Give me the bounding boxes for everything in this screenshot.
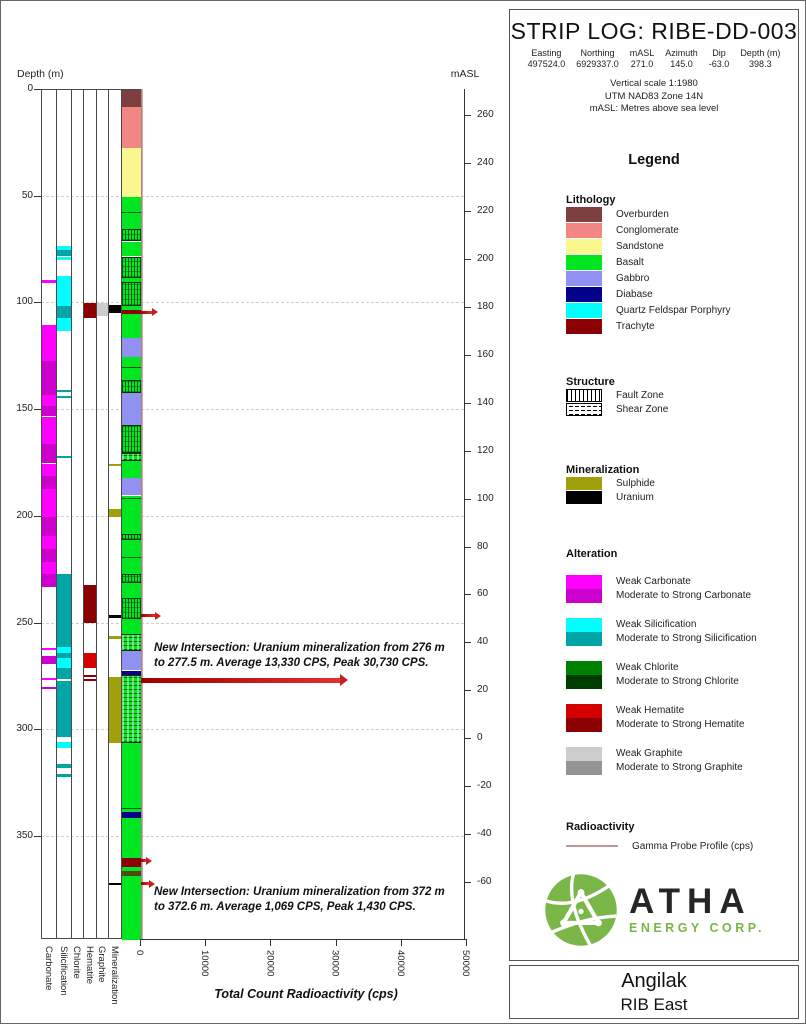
legend-item-label: Trachyte bbox=[616, 320, 655, 332]
masl-tick-label: -40 bbox=[477, 827, 492, 839]
depth-tick bbox=[34, 836, 41, 837]
diabase-swatch bbox=[566, 287, 602, 302]
x-tick bbox=[401, 939, 402, 946]
masl-tick-label: 240 bbox=[477, 157, 494, 169]
lith-interval-basalt bbox=[122, 583, 141, 598]
legend-item-label: Sulphide bbox=[616, 477, 655, 489]
hematite-interval-strong bbox=[84, 303, 96, 318]
lith-interval-gabbro bbox=[122, 393, 141, 425]
carbonate-interval-strong bbox=[42, 517, 56, 536]
lith-interval-basalt bbox=[122, 357, 141, 381]
alteration-labels bbox=[616, 704, 744, 732]
track-mineralization bbox=[108, 89, 122, 939]
lith-interval-basalt bbox=[122, 197, 141, 229]
x-tick-label: 50000 bbox=[460, 950, 471, 977]
legend-item-basalt bbox=[566, 255, 790, 270]
depth-tick-label: 50 bbox=[21, 189, 33, 201]
lith-interval-basalt bbox=[122, 380, 141, 393]
masl-tick bbox=[464, 115, 471, 116]
legend-item-label: Overburden bbox=[616, 208, 669, 220]
lith-interval-basalt bbox=[122, 496, 141, 534]
mineralization-interval-uranium bbox=[109, 615, 121, 618]
silicification-interval-strong bbox=[57, 668, 71, 679]
track-label-chlorite: Chlorite bbox=[71, 946, 82, 979]
legend-item-label: Gamma Probe Profile (cps) bbox=[632, 840, 754, 852]
legend-item-quartz-feldspar-porphyry bbox=[566, 303, 790, 318]
masl-tick-label: 160 bbox=[477, 348, 494, 360]
legend-mineralization bbox=[510, 464, 798, 504]
carbonate-interval-strong bbox=[42, 406, 56, 417]
collar-fields bbox=[510, 48, 798, 69]
mineralization-interval-sulphide bbox=[109, 677, 121, 743]
depth-tick-label: 350 bbox=[16, 829, 33, 841]
depth-tick-label: 150 bbox=[16, 403, 33, 415]
masl-tick-label: 120 bbox=[477, 444, 494, 456]
depth-tick bbox=[34, 89, 41, 90]
strong-label: Moderate to Strong Chlorite bbox=[616, 675, 739, 687]
legend-radioactivity-heading: Radioactivity bbox=[566, 820, 635, 833]
collar-field-masl: mASL 271.0 bbox=[629, 48, 655, 69]
lith-interval-gabbro bbox=[122, 651, 141, 670]
silicification-interval-strong bbox=[57, 390, 71, 392]
lith-interval-overburden bbox=[122, 90, 141, 107]
masl-tick bbox=[464, 403, 471, 404]
gamma-line-swatch bbox=[566, 845, 618, 847]
mineralization-interval-sulphide bbox=[109, 636, 121, 639]
depth-tick-label: 250 bbox=[16, 616, 33, 628]
legend-item-label: Sandstone bbox=[616, 240, 664, 252]
gamma-spike-tip bbox=[146, 857, 152, 865]
silicification-interval-weak bbox=[57, 276, 71, 306]
lith-thin-line bbox=[122, 212, 141, 213]
masl-tick bbox=[464, 259, 471, 260]
intersection-annotation-1: New Intersection: Uranium mineralization from 276 m to 277.5 m. Average 13,330 CPS, Peak 30,730 CPS. bbox=[154, 642, 445, 669]
masl-axis-line bbox=[464, 89, 465, 939]
legend-item-label: Shear Zone bbox=[616, 403, 669, 415]
carbonate-interval-weak bbox=[42, 325, 56, 361]
lith-interval-basalt bbox=[122, 282, 141, 306]
masl-tick-label: 40 bbox=[477, 636, 489, 648]
masl-tick-label: 200 bbox=[477, 253, 494, 265]
legend-item-label: Basalt bbox=[616, 256, 644, 268]
masl-tick bbox=[464, 786, 471, 787]
gamma-spike-tip bbox=[155, 612, 161, 620]
fault-zone-swatch bbox=[566, 389, 602, 402]
carbonate-interval-strong bbox=[42, 549, 56, 562]
overburden-swatch bbox=[566, 207, 602, 222]
collar-field-depthm: Depth (m) 398.3 bbox=[740, 48, 781, 69]
atha-logo bbox=[510, 872, 798, 948]
hematite-interval-strong bbox=[84, 585, 96, 623]
collar-field-azimuth: Azimuth 145.0 bbox=[665, 48, 698, 69]
legend-item-label: Gabbro bbox=[616, 272, 650, 284]
masl-axis-label: mASL bbox=[450, 68, 480, 80]
lith-interval-basalt bbox=[122, 453, 141, 462]
legend-item-conglomerate bbox=[566, 223, 790, 238]
intersection-annotation-2: New Intersection: Uranium mineralization from 372 m to 372.6 m. Average 1,069 CPS, Peak 1,430 CPS. bbox=[154, 886, 445, 913]
strong-swatch bbox=[566, 675, 602, 689]
carbonate-interval-weak bbox=[42, 464, 56, 477]
depth-tick bbox=[34, 729, 41, 730]
legend-item-label: Quartz Feldspar Porphyry bbox=[616, 304, 731, 316]
lith-interval-gabbro bbox=[122, 478, 141, 495]
mineralization-interval-sulphide bbox=[109, 509, 121, 517]
depth-tick-label: 0 bbox=[27, 83, 33, 94]
legend-structure-heading: Structure bbox=[566, 375, 615, 388]
alteration-labels bbox=[616, 661, 739, 689]
carbonate-interval-strong bbox=[42, 656, 56, 665]
strong-swatch bbox=[566, 632, 602, 646]
shear-zone-swatch bbox=[566, 403, 602, 416]
atha-logo-icon bbox=[543, 872, 619, 948]
carbonate-interval-strong bbox=[42, 444, 56, 463]
track-label-silicification: Silicification bbox=[58, 946, 69, 996]
masl-tick bbox=[464, 594, 471, 595]
gamma-spike-tip bbox=[152, 308, 158, 316]
depth-axis-label: Depth (m) bbox=[17, 68, 64, 80]
depth-tick bbox=[34, 302, 41, 303]
carbonate-interval-weak bbox=[42, 562, 56, 575]
track-hematite bbox=[83, 89, 97, 939]
project-name: Angilak bbox=[621, 970, 687, 992]
masl-tick bbox=[464, 211, 471, 212]
x-tick-label: 10000 bbox=[199, 950, 211, 977]
legend-item-label: Diabase bbox=[616, 288, 653, 300]
masl-tick bbox=[464, 547, 471, 548]
x-tick bbox=[205, 939, 206, 946]
masl-tick bbox=[464, 355, 471, 356]
silicification-interval-strong bbox=[57, 764, 71, 767]
track-label-carbonate: Carbonate bbox=[43, 946, 54, 991]
masl-tick-label: 140 bbox=[477, 396, 494, 408]
legend-item-shear-zone bbox=[566, 403, 790, 416]
masl-tick-label: 260 bbox=[477, 109, 494, 121]
depth-tick-label: 100 bbox=[16, 296, 33, 308]
strong-swatch bbox=[566, 761, 602, 775]
lith-thin-line bbox=[122, 498, 141, 499]
legend-alteration bbox=[510, 548, 798, 775]
legend-item-sandstone bbox=[566, 239, 790, 254]
strong-swatch bbox=[566, 589, 602, 603]
silicification-interval-weak bbox=[57, 742, 71, 748]
x-tick-label: 0 bbox=[134, 950, 145, 956]
quartz-feldspar-porphyry-swatch bbox=[566, 303, 602, 318]
masl-tick-label: 60 bbox=[477, 588, 489, 600]
masl-tick-label: 220 bbox=[477, 205, 494, 217]
lith-interval-basalt bbox=[122, 574, 141, 583]
alteration-swatch bbox=[566, 747, 602, 775]
masl-tick bbox=[464, 834, 471, 835]
hematite-interval-strong bbox=[84, 679, 96, 681]
weak-swatch bbox=[566, 661, 602, 675]
carbonate-interval-strong bbox=[42, 574, 56, 587]
x-axis-line bbox=[140, 939, 467, 940]
conglomerate-swatch bbox=[566, 223, 602, 238]
legend-structure bbox=[510, 376, 798, 416]
mineralization-interval-uranium bbox=[109, 305, 121, 314]
lith-interval-basalt bbox=[122, 634, 141, 651]
carbonate-interval-weak bbox=[42, 395, 56, 406]
carbonate-interval-weak bbox=[42, 648, 56, 650]
lith-interval-basalt bbox=[122, 876, 141, 940]
gamma-profile-line bbox=[141, 89, 143, 939]
depth-tick bbox=[34, 623, 41, 624]
silicification-interval-strong bbox=[57, 681, 71, 737]
silicification-interval-weak bbox=[57, 257, 71, 260]
masl-tick bbox=[464, 690, 471, 691]
legend-alteration-heading: Alteration bbox=[566, 547, 618, 560]
collar-field-easting: Easting 497524.0 bbox=[527, 48, 566, 69]
track-carbonate bbox=[41, 89, 57, 939]
silicification-interval-strong bbox=[57, 396, 71, 398]
legend-item-label: Uranium bbox=[616, 491, 654, 503]
gabbro-swatch bbox=[566, 271, 602, 286]
track-label-hematite: Hematite bbox=[84, 946, 95, 985]
carbonate-interval-weak bbox=[42, 489, 56, 517]
lith-interval-conglomerate bbox=[122, 107, 141, 148]
gamma-spike-tip bbox=[340, 674, 348, 686]
lith-interval-basalt bbox=[122, 242, 141, 257]
weak-swatch bbox=[566, 575, 602, 589]
strong-swatch bbox=[566, 718, 602, 732]
legend-mineralization-heading: Mineralization bbox=[566, 463, 640, 476]
track-lithology bbox=[121, 89, 142, 939]
lith-interval-basalt bbox=[122, 229, 141, 242]
mineralization-interval-uranium bbox=[109, 883, 121, 885]
masl-tick bbox=[464, 307, 471, 308]
weak-label: Weak Chlorite bbox=[616, 661, 679, 673]
logo-wordmark: ATHA bbox=[628, 881, 752, 921]
collar-field-northing: Northing 6929337.0 bbox=[576, 48, 619, 69]
sulphide-swatch bbox=[566, 477, 602, 490]
masl-tick-label: -20 bbox=[477, 780, 492, 791]
legend-item-label: Fault Zone bbox=[616, 389, 664, 401]
legend-item-diabase bbox=[566, 287, 790, 302]
legend-title: Legend bbox=[628, 151, 680, 168]
weak-swatch bbox=[566, 704, 602, 718]
x-tick-label: 40000 bbox=[394, 950, 406, 977]
uranium-swatch bbox=[566, 491, 602, 504]
hematite-interval-strong bbox=[84, 675, 96, 677]
depth-tick bbox=[34, 409, 41, 410]
x-tick bbox=[270, 939, 271, 946]
alteration-swatch bbox=[566, 575, 602, 603]
strip-log-plot bbox=[1, 1, 507, 1024]
graphite-interval-weak bbox=[97, 303, 108, 316]
track-label-graphite: Graphite bbox=[96, 946, 107, 983]
alteration-labels bbox=[616, 575, 751, 603]
gamma-spike bbox=[141, 882, 149, 885]
carbonate-interval-strong bbox=[42, 361, 56, 395]
alteration-labels bbox=[616, 747, 743, 775]
legend-item-uranium bbox=[566, 491, 790, 504]
track-label-mineralization: Mineralization bbox=[109, 946, 120, 1005]
lith-interval-basalt bbox=[122, 743, 141, 812]
logo-subtitle: ENERGY CORP. bbox=[628, 920, 765, 935]
weak-label: Weak Hematite bbox=[616, 704, 685, 716]
carbonate-interval-weak bbox=[42, 678, 56, 680]
legend-item-gamma-profile bbox=[566, 841, 790, 852]
carbonate-interval-weak bbox=[42, 280, 56, 283]
silicification-interval-weak bbox=[57, 318, 71, 331]
x-tick bbox=[466, 939, 467, 946]
lith-interval-basalt bbox=[122, 257, 141, 278]
masl-tick bbox=[464, 642, 471, 643]
lith-interval-basalt bbox=[122, 461, 141, 478]
x-tick-label: 30000 bbox=[329, 950, 341, 977]
strong-label: Moderate to Strong Graphite bbox=[616, 761, 743, 773]
x-tick-label: 20000 bbox=[264, 950, 276, 977]
masl-tick-label: 80 bbox=[477, 540, 489, 552]
lith-interval-sandstone bbox=[122, 148, 141, 197]
lith-interval-basalt bbox=[122, 425, 141, 453]
silicification-interval-weak bbox=[57, 658, 71, 669]
depth-tick bbox=[34, 516, 41, 517]
project-box bbox=[509, 965, 799, 1019]
gamma-spike bbox=[141, 311, 152, 314]
masl-tick-label: 20 bbox=[477, 684, 489, 696]
weak-swatch bbox=[566, 618, 602, 632]
legend-item-gabbro bbox=[566, 271, 790, 286]
lith-thin-line bbox=[122, 557, 141, 558]
strong-label: Moderate to Strong Silicification bbox=[616, 632, 757, 644]
silicification-interval-strong bbox=[57, 456, 71, 458]
collar-field-dip: Dip -63.0 bbox=[708, 48, 730, 69]
legend-item-fault-zone bbox=[566, 389, 790, 402]
x-axis-title: Total Count Radioactivity (cps) bbox=[214, 987, 398, 1001]
alteration-swatch bbox=[566, 704, 602, 732]
strip-log-title: STRIP LOG: RIBE-DD-003 bbox=[510, 18, 798, 44]
basalt-swatch bbox=[566, 255, 602, 270]
legend-lithology bbox=[510, 194, 798, 334]
alteration-labels bbox=[616, 618, 757, 646]
lith-thin-line bbox=[122, 598, 141, 599]
masl-tick-label: 180 bbox=[477, 301, 494, 312]
sandstone-swatch bbox=[566, 239, 602, 254]
alteration-swatch bbox=[566, 618, 602, 646]
strong-label: Moderate to Strong Carbonate bbox=[616, 589, 752, 601]
weak-label: Weak Silicification bbox=[616, 618, 697, 630]
weak-swatch bbox=[566, 747, 602, 761]
legend-radioactivity bbox=[510, 821, 798, 852]
carbonate-interval-strong bbox=[42, 687, 56, 689]
depth-tick-label: 300 bbox=[16, 723, 33, 735]
masl-tick bbox=[464, 738, 471, 739]
masl-tick-label: 100 bbox=[477, 492, 494, 504]
silicification-interval-strong bbox=[57, 306, 71, 319]
lith-thin-line bbox=[122, 367, 141, 368]
track-silicification bbox=[56, 89, 72, 939]
legend-item-label: Conglomerate bbox=[616, 224, 679, 236]
lith-interval-gabbro bbox=[122, 338, 141, 357]
masl-tick-label: -60 bbox=[477, 875, 492, 887]
alteration-group-hematite bbox=[566, 704, 790, 732]
alteration-swatch bbox=[566, 661, 602, 689]
scale-notes: Vertical scale 1:1980 UTM NAD83 Zone 14N mASL: Metres above sea level bbox=[589, 78, 719, 114]
masl-tick bbox=[464, 163, 471, 164]
masl-tick bbox=[464, 882, 471, 883]
x-tick bbox=[336, 939, 337, 946]
weak-label: Weak Graphite bbox=[616, 747, 683, 759]
masl-tick bbox=[464, 499, 471, 500]
lith-thin-line bbox=[122, 808, 141, 809]
alteration-group-chlorite bbox=[566, 661, 790, 689]
silicification-interval-strong bbox=[57, 774, 71, 777]
legend-lithology-heading: Lithology bbox=[566, 193, 616, 206]
x-tick bbox=[140, 939, 141, 946]
weak-label: Weak Carbonate bbox=[616, 575, 691, 587]
hematite-interval-weak bbox=[84, 653, 96, 668]
lith-interval-basalt bbox=[122, 619, 141, 634]
legend-item-overburden bbox=[566, 207, 790, 222]
legend-item-sulphide bbox=[566, 477, 790, 490]
trachyte-swatch bbox=[566, 319, 602, 334]
masl-tick-label: 0 bbox=[477, 732, 483, 744]
gamma-spike bbox=[141, 678, 340, 683]
info-panel bbox=[509, 9, 799, 961]
strong-label: Moderate to Strong Hematite bbox=[616, 718, 745, 730]
gamma-spike bbox=[141, 614, 155, 617]
depth-tick bbox=[34, 196, 41, 197]
alteration-group-carbonate bbox=[566, 575, 790, 603]
mineralization-interval-sulphide bbox=[109, 464, 121, 466]
legend-item-trachyte bbox=[566, 319, 790, 334]
alteration-group-silicification bbox=[566, 618, 790, 646]
carbonate-interval-weak bbox=[42, 536, 56, 549]
alteration-group-graphite bbox=[566, 747, 790, 775]
carbonate-interval-weak bbox=[42, 417, 56, 445]
carbonate-interval-strong bbox=[42, 476, 56, 489]
lith-interval-basalt bbox=[122, 675, 141, 743]
masl-tick bbox=[464, 451, 471, 452]
lith-interval-trachyte bbox=[122, 858, 141, 867]
project-area: RIB East bbox=[620, 995, 688, 1014]
depth-tick-label: 200 bbox=[16, 509, 33, 521]
lith-interval-basalt bbox=[122, 598, 141, 619]
silicification-interval-strong bbox=[57, 574, 71, 647]
lith-interval-basalt bbox=[122, 314, 141, 338]
lith-interval-basalt bbox=[122, 818, 141, 859]
